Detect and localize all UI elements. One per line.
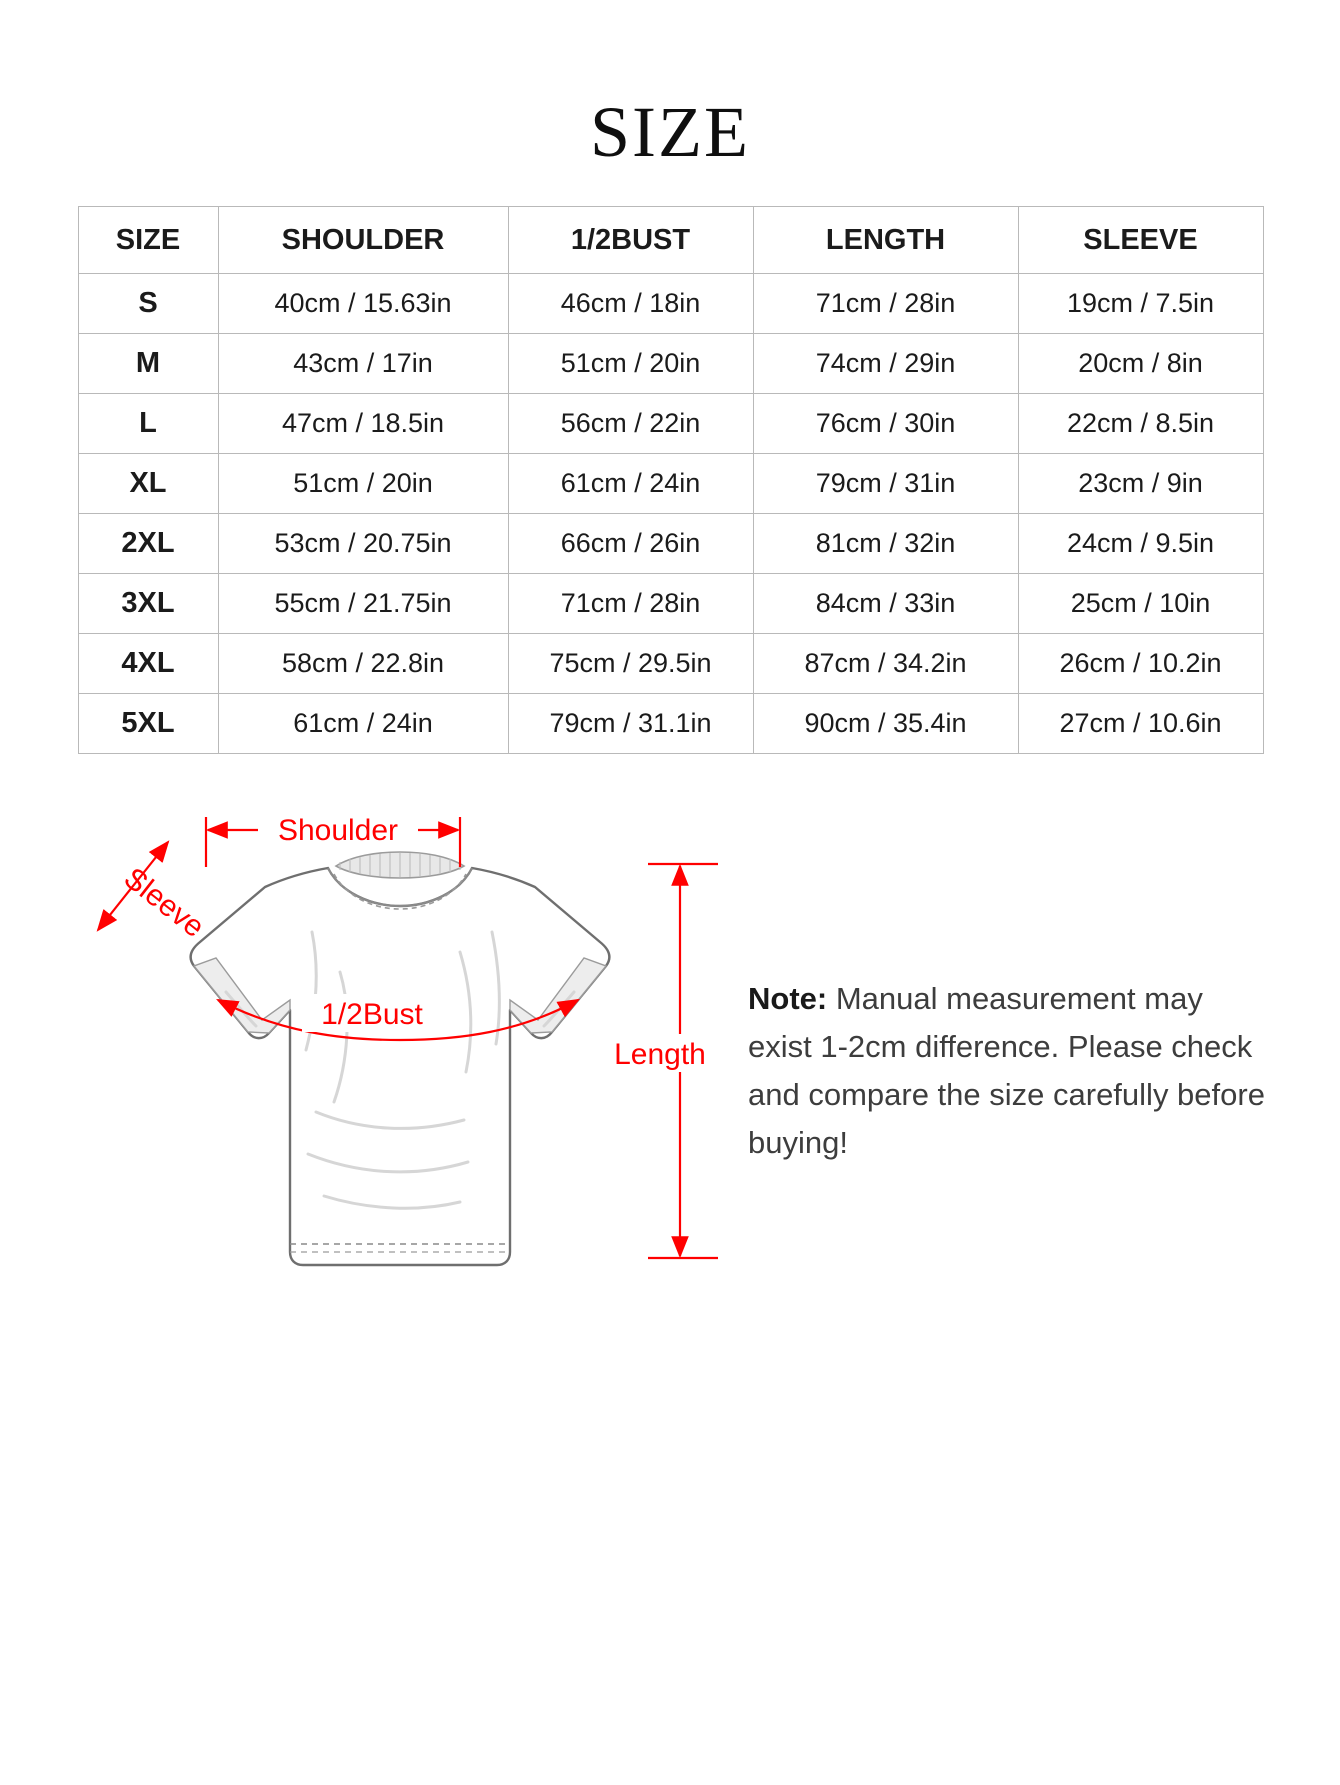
table-row <box>78 514 1263 574</box>
cell-shoulder: 40cm / 15.63in <box>218 274 508 334</box>
cell-sleeve: 23cm / 9in <box>1018 454 1263 514</box>
cell-size: 2XL <box>78 514 218 574</box>
cell-bust: 66cm / 26in <box>508 514 753 574</box>
note-label: Note: <box>748 981 828 1016</box>
cell-bust: 79cm / 31.1in <box>508 694 753 754</box>
cell-sleeve: 24cm / 9.5in <box>1018 514 1263 574</box>
cell-sleeve: 26cm / 10.2in <box>1018 634 1263 694</box>
table-row <box>78 274 1263 334</box>
cell-size: 5XL <box>78 694 218 754</box>
cell-bust: 61cm / 24in <box>508 454 753 514</box>
note-block <box>748 975 1268 1167</box>
label-bust: 1/2Bust <box>321 998 423 1031</box>
cell-sleeve: 19cm / 7.5in <box>1018 274 1263 334</box>
cell-size: XL <box>78 454 218 514</box>
cell-sleeve: 20cm / 8in <box>1018 334 1263 394</box>
column-header-size: SIZE <box>78 207 218 274</box>
cell-size: L <box>78 394 218 454</box>
cell-size: 3XL <box>78 574 218 634</box>
cell-bust: 75cm / 29.5in <box>508 634 753 694</box>
cell-shoulder: 51cm / 20in <box>218 454 508 514</box>
tshirt-illustration <box>191 852 610 1265</box>
cell-sleeve: 27cm / 10.6in <box>1018 694 1263 754</box>
cell-bust: 46cm / 18in <box>508 274 753 334</box>
size-table <box>78 206 1264 754</box>
cell-sleeve: 22cm / 8.5in <box>1018 394 1263 454</box>
cell-shoulder: 43cm / 17in <box>218 334 508 394</box>
size-table-body <box>78 274 1263 754</box>
cell-bust: 71cm / 28in <box>508 574 753 634</box>
column-header-length: LENGTH <box>753 207 1018 274</box>
cell-shoulder: 61cm / 24in <box>218 694 508 754</box>
label-shoulder: Shoulder <box>277 814 399 847</box>
table-row <box>78 334 1263 394</box>
column-header-bust: 1/2BUST <box>508 207 753 274</box>
column-header-shoulder: SHOULDER <box>218 207 508 274</box>
length-measure-arrow <box>602 864 720 1258</box>
cell-sleeve: 25cm / 10in <box>1018 574 1263 634</box>
table-header-row <box>78 207 1263 274</box>
cell-size: 4XL <box>78 634 218 694</box>
cell-length: 76cm / 30in <box>753 394 1018 454</box>
cell-length: 90cm / 35.4in <box>753 694 1018 754</box>
note-text: Manual measurement may exist 1-2cm difference. Please check and compare the size carefully before buying! <box>748 981 1265 1161</box>
cell-shoulder: 58cm / 22.8in <box>218 634 508 694</box>
cell-size: M <box>78 334 218 394</box>
table-row <box>78 634 1263 694</box>
label-sleeve: Sleeve <box>117 861 211 944</box>
cell-size: S <box>78 274 218 334</box>
size-table-head <box>78 207 1263 274</box>
cell-bust: 56cm / 22in <box>508 394 753 454</box>
cell-length: 81cm / 32in <box>753 514 1018 574</box>
cell-shoulder: 53cm / 20.75in <box>218 514 508 574</box>
cell-shoulder: 55cm / 21.75in <box>218 574 508 634</box>
page-title: SIZE <box>590 92 750 172</box>
column-header-sleeve: SLEEVE <box>1018 207 1263 274</box>
cell-bust: 51cm / 20in <box>508 334 753 394</box>
size-table-wrapper <box>78 206 1263 754</box>
cell-length: 79cm / 31in <box>753 454 1018 514</box>
table-row <box>78 394 1263 454</box>
cell-length: 87cm / 34.2in <box>753 634 1018 694</box>
cell-length: 84cm / 33in <box>753 574 1018 634</box>
cell-length: 74cm / 29in <box>753 334 1018 394</box>
sleeve-measure-arrow <box>60 812 210 952</box>
tshirt-diagram-svg <box>40 782 760 1382</box>
table-row <box>78 574 1263 634</box>
cell-shoulder: 47cm / 18.5in <box>218 394 508 454</box>
label-length: Length <box>614 1038 706 1071</box>
table-row <box>78 454 1263 514</box>
cell-length: 71cm / 28in <box>753 274 1018 334</box>
table-row <box>78 694 1263 754</box>
